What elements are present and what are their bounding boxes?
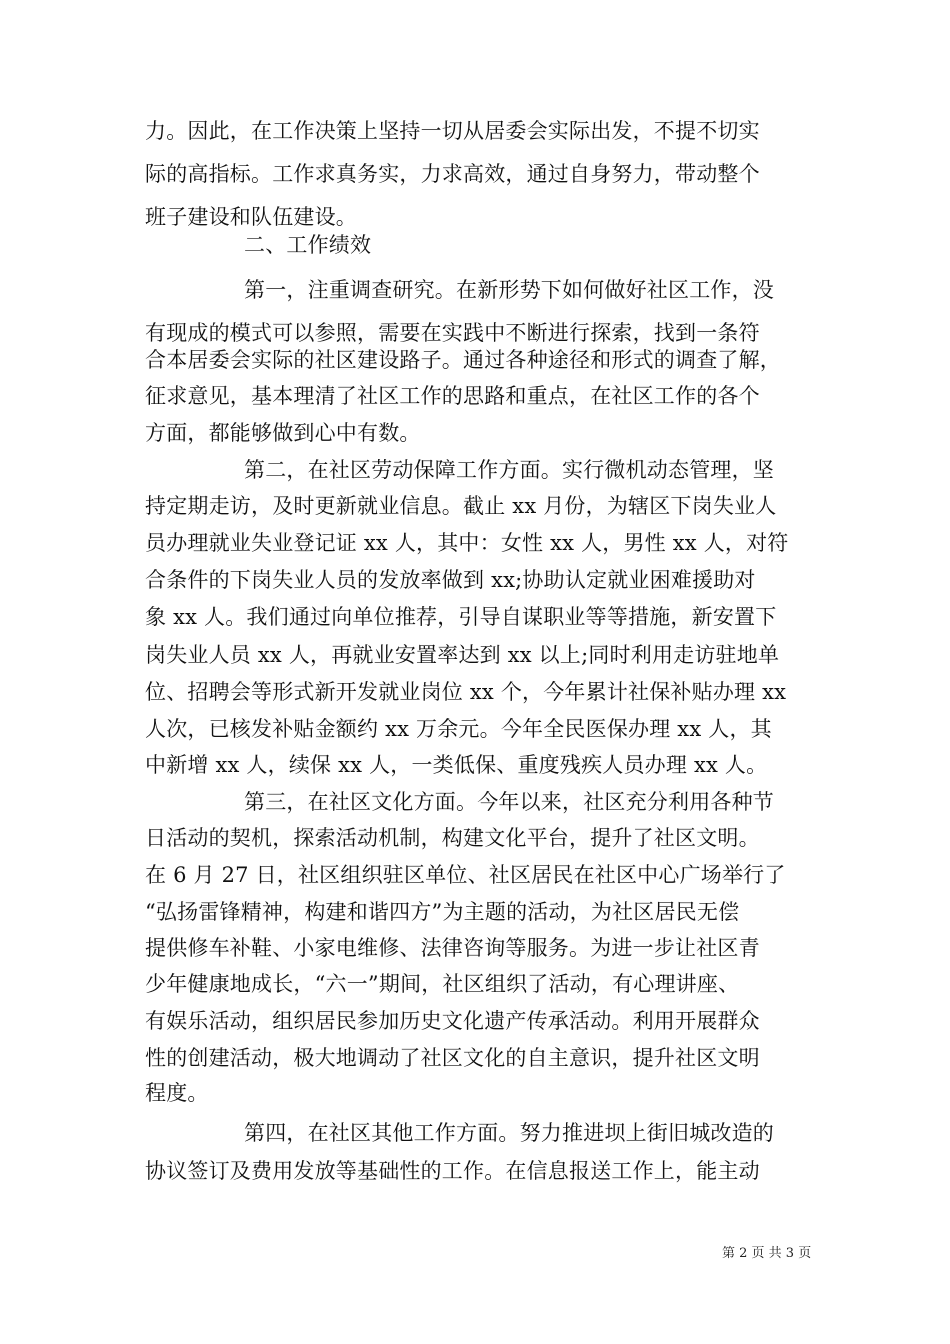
- text-line: 位、招聘会等形式新开发就业岗位 xx 个，今年累计社保补贴办理 xx: [145, 680, 787, 704]
- text-line: 少年健康地成长，“六一”期间，社区组织了活动，有心理讲座、: [145, 972, 740, 996]
- text-line: 人次，已核发补贴金额约 xx 万余元。今年全民医保办理 xx 人，其: [145, 717, 772, 741]
- paragraph-start-line: 第二，在社区劳动保障工作方面。实行微机动态管理，坚: [244, 458, 774, 482]
- text-line: 有现成的模式可以参照，需要在实践中不断进行探索，找到一条符: [145, 321, 760, 345]
- text-line: 征求意见，基本理清了社区工作的思路和重点，在社区工作的各个: [145, 384, 760, 408]
- text-line: 方面，都能够做到心中有数。: [145, 421, 421, 445]
- text-line: 性的创建活动，极大地调动了社区文化的自主意识，提升社区文明: [145, 1046, 760, 1070]
- paragraph-start-line: 第一，注重调查研究。在新形势下如何做好社区工作，没: [244, 278, 774, 302]
- text-line: 际的高指标。工作求真务实，力求高效，通过自身努力，带动整个: [145, 162, 760, 186]
- text-line: 程度。: [145, 1081, 209, 1105]
- text-line: “弘扬雷锋精神，构建和谐四方”为主题的活动，为社区居民无偿: [145, 900, 740, 924]
- text-line: 合本居委会实际的社区建设路子。通过各种途径和形式的调查了解，: [145, 348, 781, 372]
- text-line: 提供修车补鞋、小家电维修、法律咨询等服务。为进一步让社区青: [145, 936, 760, 960]
- text-line: 象 xx 人。我们通过向单位推荐，引导自谋职业等等措施，新安置下: [145, 605, 777, 629]
- page-number: 第 2 页 共 3 页: [722, 1246, 812, 1261]
- text-line: 班子建设和队伍建设。: [145, 205, 357, 229]
- paragraph-start-line: 第四，在社区其他工作方面。努力推进坝上街旧城改造的: [244, 1121, 774, 1145]
- text-line: 合条件的下岗失业人员的发放率做到 xx;协助认定就业困难援助对: [145, 568, 756, 592]
- text-line: 持定期走访，及时更新就业信息。截止 xx 月份，为辖区下岗失业人: [145, 494, 777, 518]
- text-line: 有娱乐活动，组织居民参加历史文化遗产传承活动。利用开展群众: [145, 1009, 760, 1033]
- text-line: 日活动的契机，探索活动机制，构建文化平台，提升了社区文明。: [145, 826, 760, 850]
- section-heading: 二、工作绩效: [244, 233, 372, 257]
- text-line: 协议签订及费用发放等基础性的工作。在信息报送工作上，能主动: [145, 1159, 760, 1183]
- text-line: 力。因此，在工作决策上坚持一切从居委会实际出发，不提不切实: [145, 119, 760, 143]
- paragraph-start-line: 第三，在社区文化方面。今年以来，社区充分利用各种节: [244, 790, 774, 814]
- text-line: 岗失业人员 xx 人，再就业安置率达到 xx 以上;同时利用走访驻地单: [145, 643, 780, 667]
- text-line: 在 6 月 27 日，社区组织驻区单位、社区居民在社区中心广场举行了: [145, 863, 786, 887]
- text-line: 中新增 xx 人，续保 xx 人，一类低保、重度残疾人员办理 xx 人。: [145, 753, 768, 777]
- text-line: 员办理就业失业登记证 xx 人，其中：女性 xx 人，男性 xx 人，对符: [145, 531, 789, 555]
